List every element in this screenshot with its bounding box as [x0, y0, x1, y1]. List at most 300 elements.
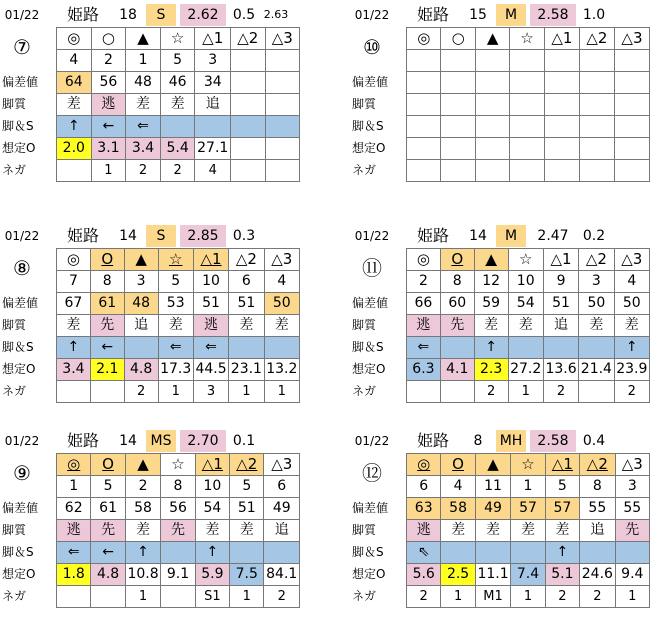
row-label: 脚＆S [2, 119, 34, 133]
grid-cell [511, 542, 545, 564]
grid-cell: 21.4 [579, 359, 614, 381]
row-label: 脚＆S [2, 545, 34, 559]
grid-cell: ▲ [124, 249, 158, 271]
grid-cell: △1 [543, 249, 578, 271]
grid-cell: 49 [264, 498, 300, 520]
grid-cell: △3 [615, 454, 649, 476]
grid-cell: 61 [91, 498, 125, 520]
grid-cell [544, 138, 579, 160]
grid-cell: 4 [57, 50, 92, 72]
row-label: 脚質 [352, 97, 377, 111]
grid-row [407, 94, 650, 116]
index-value-tertiary: 2.63 [263, 8, 289, 21]
grid-cell [231, 94, 265, 116]
grid-cell: 34 [195, 72, 231, 94]
grid-cell: 追 [195, 94, 231, 116]
grid-cell [91, 586, 125, 608]
grid-cell: 48 [124, 293, 158, 315]
grid-cell: M1 [475, 586, 511, 608]
grid-cell: △1 [193, 249, 228, 271]
grid-cell: 7.5 [230, 564, 264, 586]
grid-cell: 差 [441, 520, 475, 542]
grid-cell: 2 [580, 586, 616, 608]
grid-cell: 逃 [193, 315, 228, 337]
grid-row [407, 28, 650, 50]
grid-cell: 7.4 [511, 564, 545, 586]
grid-cell: 11 [475, 476, 511, 498]
grid-cell: 1 [441, 586, 475, 608]
race-number: ⑦ [13, 35, 31, 59]
grid-cell: 差 [158, 315, 193, 337]
grid-cell: 51 [230, 498, 264, 520]
grid-cell: 4 [614, 271, 649, 293]
grid-row [407, 586, 650, 608]
race-number: ⑪ [362, 256, 382, 280]
grid-cell: 11.1 [475, 564, 511, 586]
grid-cell [579, 160, 614, 182]
grid-cell: 51 [229, 293, 264, 315]
grid-cell: ▲ [126, 28, 161, 50]
grid-cell: 差 [475, 520, 511, 542]
grid-cell: 10 [195, 476, 229, 498]
grid-cell [407, 160, 441, 182]
grid-cell: ○ [91, 28, 126, 50]
grid-row [407, 271, 650, 293]
grid-cell: 5.6 [407, 564, 441, 586]
grid-cell: 差 [57, 94, 92, 116]
grid-cell: O [440, 249, 474, 271]
grid-cell: △3 [614, 28, 649, 50]
grid-cell: 追 [124, 315, 158, 337]
grid-cell [407, 116, 441, 138]
grid-cell [510, 94, 545, 116]
grid-row [57, 315, 300, 337]
race-header [0, 4, 300, 26]
grid-row [57, 249, 300, 271]
row-label: 偏差値 [352, 296, 389, 310]
grid-cell: 先 [615, 520, 649, 542]
row-label: 脚質 [352, 318, 377, 332]
grid-cell: 2 [160, 160, 195, 182]
grid-cell [407, 138, 441, 160]
grid-cell [231, 50, 265, 72]
grid-row [57, 359, 300, 381]
row-label: 脚質 [2, 523, 27, 537]
grid-cell [543, 337, 578, 359]
grid-cell [57, 381, 91, 403]
grid-cell [475, 138, 509, 160]
grid-cell: 2 [126, 160, 161, 182]
row-label: 脚＆S [352, 119, 384, 133]
grid-row [407, 116, 650, 138]
grid-cell [264, 542, 300, 564]
grid-cell: ⇐ [126, 116, 161, 138]
row-label: ネガ [352, 384, 377, 398]
grid-cell: 差 [264, 315, 299, 337]
grid-cell: 58 [125, 498, 161, 520]
grid-cell: ↑ [57, 116, 92, 138]
grid-cell: 10 [508, 271, 543, 293]
grid-cell: 10.8 [125, 564, 161, 586]
grid-cell: 追 [543, 315, 578, 337]
grid-cell: 1 [91, 160, 126, 182]
grid-cell [510, 138, 545, 160]
grid-cell: 53 [158, 293, 193, 315]
grid-cell [265, 138, 300, 160]
grid-cell [407, 381, 441, 403]
grid-cell: ⇐ [158, 337, 193, 359]
race-date: 01/22 [354, 434, 390, 448]
grid-cell [264, 337, 299, 359]
track-condition-badge: M [496, 225, 526, 247]
grid-cell [614, 116, 649, 138]
race-block-11 [350, 225, 650, 423]
grid-cell [57, 586, 91, 608]
grid-cell [544, 94, 579, 116]
grid-row [57, 476, 300, 498]
grid-row [407, 359, 650, 381]
grid-cell: ☆ [508, 249, 543, 271]
grid-cell: 8 [440, 271, 474, 293]
grid-row [57, 586, 300, 608]
race-header [350, 430, 650, 452]
grid-cell [124, 337, 158, 359]
race-number: ⑨ [13, 461, 31, 485]
row-label: 脚質 [2, 318, 27, 332]
grid-cell: 51 [543, 293, 578, 315]
grid-cell: 23.1 [229, 359, 264, 381]
grid-cell: S1 [195, 586, 229, 608]
grid-cell: 84.1 [264, 564, 300, 586]
grid-cell: 9.1 [161, 564, 195, 586]
grid-cell: 先 [91, 520, 125, 542]
runner-count: 15 [469, 7, 487, 23]
venue-name: 姫路 [66, 5, 99, 24]
grid-cell [265, 72, 300, 94]
grid-cell: 27.1 [195, 138, 231, 160]
grid-cell: 3.1 [91, 138, 126, 160]
grid-cell: ◎ [57, 454, 91, 476]
grid-row [407, 138, 650, 160]
grid-cell: 9 [543, 271, 578, 293]
grid-cell: 差 [125, 520, 161, 542]
grid-cell [265, 94, 300, 116]
grid-cell: △2 [580, 454, 616, 476]
grid-cell [195, 116, 231, 138]
grid-row [57, 454, 300, 476]
row-label: ネガ [2, 589, 27, 603]
row-label: ネガ [2, 163, 27, 177]
row-label: 偏差値 [2, 296, 39, 310]
grid-cell [230, 542, 264, 564]
grid-row [407, 454, 650, 476]
grid-cell: 逃 [407, 315, 441, 337]
grid-cell [161, 586, 195, 608]
grid-cell: 1 [508, 381, 543, 403]
grid-row [57, 337, 300, 359]
grid-cell [231, 72, 265, 94]
grid-cell: 1 [230, 586, 264, 608]
grid-cell: 6 [264, 476, 300, 498]
grid-cell: 2.3 [474, 359, 508, 381]
race-date: 01/22 [354, 8, 390, 22]
grid-cell: 逃 [57, 520, 91, 542]
grid-cell [579, 72, 614, 94]
grid-cell: 差 [545, 520, 579, 542]
grid-cell: 逃 [91, 94, 126, 116]
grid-row [57, 72, 300, 94]
grid-cell: 5 [545, 476, 579, 498]
grid-cell [231, 138, 265, 160]
grid-cell: 54 [195, 498, 229, 520]
grid-cell: 5 [160, 50, 195, 72]
grid-cell: 1 [126, 50, 161, 72]
grid-cell: 59 [474, 293, 508, 315]
grid-cell: 2.0 [57, 138, 92, 160]
grid-cell: 46 [160, 72, 195, 94]
venue-name: 姫路 [416, 431, 449, 450]
race-date: 01/22 [4, 229, 40, 243]
row-label: ネガ [352, 589, 377, 603]
grid-cell [161, 542, 195, 564]
grid-row [57, 50, 300, 72]
grid-cell: △3 [264, 454, 300, 476]
grid-cell: 1 [125, 586, 161, 608]
race-number: ⑧ [13, 256, 31, 280]
grid-cell [441, 116, 475, 138]
grid-cell: △2 [229, 249, 264, 271]
grid-cell: 51 [193, 293, 228, 315]
index-value-primary: 2.70 [180, 430, 226, 452]
grid-cell: ⇖ [407, 542, 441, 564]
grid-cell: 2 [125, 476, 161, 498]
grid-cell: 4.8 [91, 564, 125, 586]
grid-cell [475, 72, 509, 94]
row-label: 脚＆S [2, 340, 34, 354]
row-label: 想定O [2, 362, 36, 376]
prediction-grid [56, 248, 300, 403]
prediction-grid [406, 453, 650, 608]
grid-cell: 差 [160, 94, 195, 116]
grid-cell [441, 72, 475, 94]
grid-cell [544, 160, 579, 182]
grid-cell: 44.5 [193, 359, 228, 381]
grid-cell: ↑ [195, 542, 229, 564]
grid-cell: 27.2 [508, 359, 543, 381]
grid-cell: 7 [57, 271, 91, 293]
grid-cell [407, 72, 441, 94]
race-block-9 [0, 430, 300, 628]
grid-cell [614, 72, 649, 94]
grid-cell: △3 [265, 28, 300, 50]
grid-cell: 逃 [407, 520, 441, 542]
race-date: 01/22 [4, 8, 40, 22]
grid-cell: 50 [264, 293, 299, 315]
grid-row [407, 337, 650, 359]
grid-cell [475, 160, 509, 182]
runner-count: 14 [119, 433, 137, 449]
race-block-12 [350, 430, 650, 628]
grid-cell: ☆ [510, 28, 545, 50]
grid-cell: 62 [57, 498, 91, 520]
grid-cell [57, 160, 92, 182]
grid-cell: 3 [195, 50, 231, 72]
row-label: 脚＆S [352, 340, 384, 354]
grid-cell: ▲ [125, 454, 161, 476]
grid-cell: 67 [57, 293, 91, 315]
grid-cell: 13.6 [543, 359, 578, 381]
grid-cell: 3 [579, 271, 614, 293]
race-block-8 [0, 225, 300, 423]
row-label: 偏差値 [2, 75, 39, 89]
grid-cell: 2 [614, 381, 649, 403]
grid-cell: 3 [193, 381, 228, 403]
grid-cell [579, 381, 614, 403]
row-label: 想定O [352, 141, 386, 155]
grid-cell [475, 94, 509, 116]
grid-row [57, 498, 300, 520]
grid-row [57, 520, 300, 542]
row-label: 想定O [352, 567, 386, 581]
runner-count: 8 [473, 433, 483, 449]
index-value-primary: 2.47 [537, 228, 569, 244]
grid-cell [544, 72, 579, 94]
grid-cell: 追 [580, 520, 616, 542]
grid-cell [160, 116, 195, 138]
grid-cell [441, 50, 475, 72]
grid-cell [475, 116, 509, 138]
track-condition-badge: M [496, 4, 526, 26]
grid-cell: ⇐ [407, 337, 441, 359]
grid-cell: 5.1 [545, 564, 579, 586]
grid-cell: ☆ [161, 454, 195, 476]
index-value-secondary: 0.2 [582, 228, 606, 244]
track-condition-badge: S [146, 4, 176, 26]
row-label: 偏差値 [352, 501, 389, 515]
grid-cell: 8 [580, 476, 616, 498]
grid-row [57, 116, 300, 138]
grid-cell: 2 [124, 381, 158, 403]
grid-cell: 2 [474, 381, 508, 403]
grid-cell: ☆ [158, 249, 193, 271]
grid-cell: 10 [193, 271, 228, 293]
race-header [0, 225, 300, 247]
grid-cell [475, 542, 511, 564]
grid-row [407, 381, 650, 403]
grid-cell [475, 50, 509, 72]
grid-cell [441, 94, 475, 116]
grid-cell: 差 [230, 520, 264, 542]
grid-cell: 3.4 [126, 138, 161, 160]
grid-cell: 2 [264, 586, 300, 608]
grid-cell: ▲ [475, 454, 511, 476]
grid-cell: 6 [407, 476, 441, 498]
grid-cell: 13.2 [264, 359, 299, 381]
grid-cell: 5 [158, 271, 193, 293]
grid-cell: △1 [195, 454, 229, 476]
row-label: 脚質 [352, 523, 377, 537]
runner-count: 14 [469, 228, 487, 244]
index-value-primary: 2.58 [530, 430, 576, 452]
grid-cell [510, 72, 545, 94]
grid-cell: 差 [195, 520, 229, 542]
grid-cell: 63 [407, 498, 441, 520]
runner-count: 18 [119, 7, 137, 23]
grid-cell: 差 [614, 315, 649, 337]
grid-row [407, 293, 650, 315]
grid-cell: ⇐ [57, 542, 91, 564]
grid-cell: 17.3 [158, 359, 193, 381]
grid-row [57, 94, 300, 116]
grid-cell: ◎ [407, 28, 441, 50]
grid-cell: 4.8 [124, 359, 158, 381]
grid-row [407, 476, 650, 498]
grid-cell: 差 [126, 94, 161, 116]
venue-name: 姫路 [66, 431, 99, 450]
grid-cell: 66 [407, 293, 441, 315]
prediction-grid [56, 453, 300, 608]
grid-row [407, 50, 650, 72]
grid-cell [614, 94, 649, 116]
grid-cell: 5 [91, 476, 125, 498]
grid-cell: ← [90, 337, 124, 359]
grid-cell: 8 [90, 271, 124, 293]
race-header [0, 430, 300, 452]
race-date: 01/22 [354, 229, 390, 243]
grid-cell: 55 [580, 498, 616, 520]
grid-cell: 50 [614, 293, 649, 315]
row-label: 想定O [2, 567, 36, 581]
grid-row [57, 138, 300, 160]
grid-cell [407, 50, 441, 72]
grid-cell: △2 [231, 28, 265, 50]
grid-cell: ☆ [160, 28, 195, 50]
grid-cell: 60 [440, 293, 474, 315]
grid-cell: 差 [474, 315, 508, 337]
grid-cell [265, 116, 300, 138]
prediction-grid [406, 248, 650, 403]
grid-cell: 5.4 [160, 138, 195, 160]
grid-cell: △2 [579, 249, 614, 271]
grid-cell: 1 [264, 381, 299, 403]
grid-cell: 48 [126, 72, 161, 94]
grid-cell: 3 [615, 476, 649, 498]
grid-cell [614, 138, 649, 160]
grid-cell: ☆ [511, 454, 545, 476]
venue-name: 姫路 [416, 226, 449, 245]
index-value-secondary: 0.1 [232, 433, 256, 449]
grid-cell: 6 [229, 271, 264, 293]
index-value-secondary: 1.0 [582, 7, 606, 23]
grid-cell: 58 [441, 498, 475, 520]
grid-row [407, 72, 650, 94]
index-value-tertiary [608, 4, 644, 26]
row-label: 偏差値 [2, 501, 39, 515]
index-value-secondary: 0.5 [232, 7, 256, 23]
grid-cell [407, 94, 441, 116]
grid-row [57, 564, 300, 586]
grid-cell: 差 [579, 315, 614, 337]
index-value-secondary: 0.3 [232, 228, 256, 244]
grid-cell: 3.4 [57, 359, 91, 381]
race-header [350, 225, 650, 247]
grid-cell [579, 138, 614, 160]
prediction-grid [406, 27, 650, 182]
grid-row [57, 381, 300, 403]
grid-cell: 差 [511, 520, 545, 542]
grid-cell: 2 [407, 586, 441, 608]
grid-cell [508, 337, 543, 359]
